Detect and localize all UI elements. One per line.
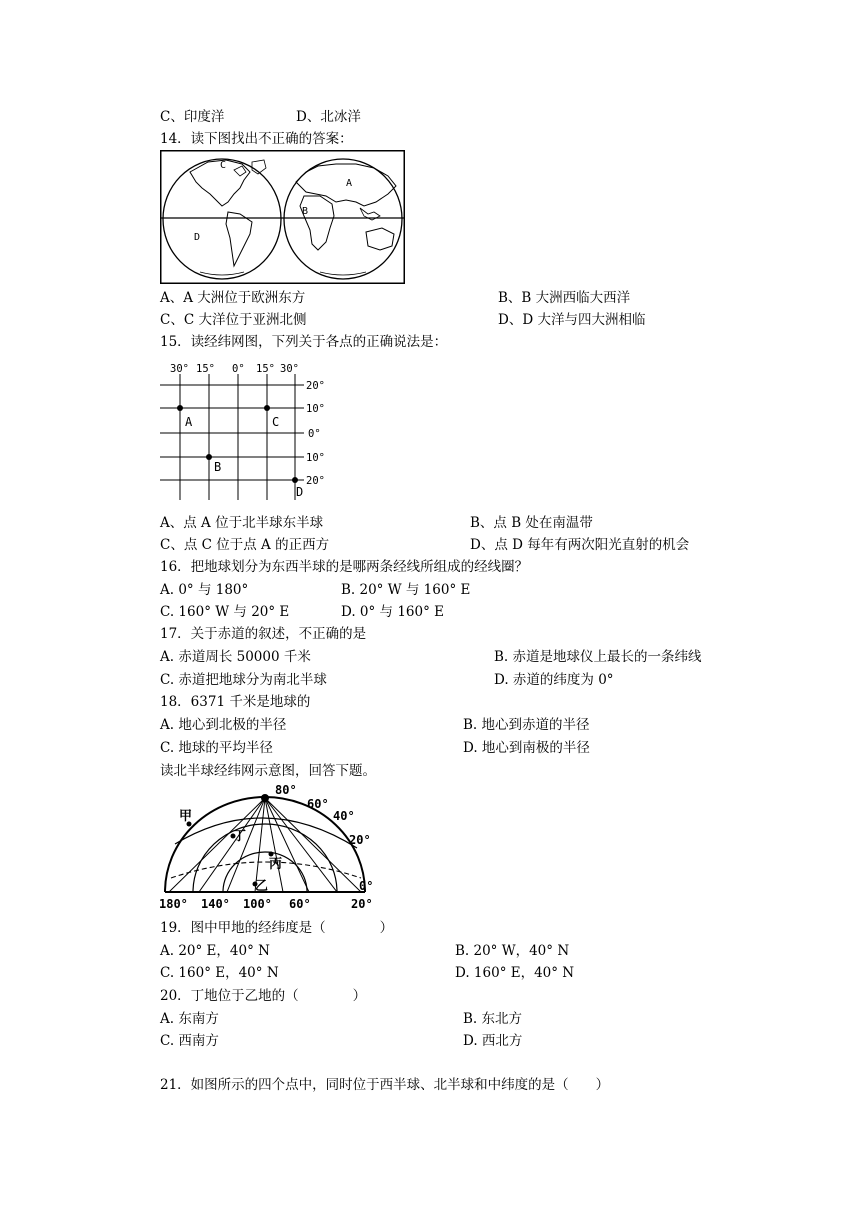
polar-lon-label: 20° bbox=[351, 897, 373, 911]
polar-lat-lon-map bbox=[157, 782, 387, 912]
polar-lon-label: 140° bbox=[201, 897, 230, 911]
point-c-marker bbox=[264, 405, 270, 411]
point-d-marker bbox=[292, 477, 298, 483]
grid-lat-label: 20° bbox=[306, 380, 325, 392]
map-label-c: C bbox=[220, 160, 227, 171]
point-d-label: D bbox=[296, 485, 304, 499]
section-intro: 读北半球经纬网示意图，回答下题。 bbox=[160, 763, 376, 779]
q16-option-b: B. 20° W 与 160° E bbox=[341, 582, 471, 598]
point-b-label: B bbox=[214, 460, 222, 474]
q15-stem: 15．读经纬网图，下列关于各点的正确说法是： bbox=[160, 334, 448, 350]
grid-lon-label: 0° bbox=[232, 363, 245, 375]
point-ding-label: 丁 bbox=[233, 829, 247, 844]
polar-lat-label: 40° bbox=[333, 809, 355, 823]
polar-lon-label: 180° bbox=[159, 897, 188, 911]
grid-lon-label: 30° bbox=[280, 363, 299, 375]
point-jia-label: 甲 bbox=[179, 809, 193, 824]
q14-option-d: D、D 大洋与四大洲相临 bbox=[498, 312, 646, 328]
point-a-marker bbox=[177, 405, 183, 411]
q17-option-c: C. 赤道把地球分为南北半球 bbox=[160, 672, 327, 688]
point-yi-label: 乙 bbox=[255, 879, 269, 894]
q18-option-c: C. 地球的平均半径 bbox=[160, 740, 273, 756]
polar-lat-label: 0° bbox=[359, 879, 374, 893]
map-label-a: A bbox=[346, 178, 353, 189]
q19-option-c: C. 160° E，40° N bbox=[160, 965, 279, 981]
point-a-label: A bbox=[185, 415, 193, 429]
point-bing-label: 丙 bbox=[269, 857, 283, 872]
q15-option-d: D、点 D 每年有两次阳光直射的机会 bbox=[470, 537, 690, 553]
q19-option-b: B. 20° W，40° N bbox=[455, 943, 570, 959]
q18-stem: 18．6371 千米是地球的 bbox=[160, 694, 311, 710]
grid-lat-label: 10° bbox=[306, 452, 325, 464]
q18-option-d: D. 地心到南极的半径 bbox=[463, 740, 590, 756]
grid-lat-label: 10° bbox=[306, 403, 325, 415]
q13-option-c: C、印度洋 bbox=[160, 109, 225, 125]
q15-lat-lon-grid bbox=[156, 358, 336, 502]
q19-stem: 19．图中甲地的经纬度是（ ） bbox=[160, 920, 394, 936]
point-b-marker bbox=[206, 454, 212, 460]
q13-option-d: D、北冰洋 bbox=[296, 109, 361, 125]
grid-lat-label: 0° bbox=[308, 428, 321, 440]
point-c-label: C bbox=[272, 415, 280, 429]
q16-option-d: D. 0° 与 160° E bbox=[341, 604, 445, 620]
grid-lon-label: 15° bbox=[256, 363, 275, 375]
q19-option-d: D. 160° E，40° N bbox=[455, 965, 575, 981]
grid-lon-label: 15° bbox=[196, 363, 215, 375]
map-label-b: B bbox=[302, 206, 309, 217]
q18-option-a: A. 地心到北极的半径 bbox=[160, 717, 287, 733]
q20-option-b: B. 东北方 bbox=[463, 1011, 523, 1027]
q14-stem: 14．读下图找出不正确的答案： bbox=[160, 131, 353, 147]
polar-lon-label: 60° bbox=[289, 897, 311, 911]
q17-option-d: D. 赤道的纬度为 0° bbox=[494, 672, 614, 688]
q20-option-a: A. 东南方 bbox=[160, 1011, 219, 1027]
q20-option-c: C. 西南方 bbox=[160, 1033, 219, 1049]
point-bing-marker bbox=[269, 852, 274, 857]
q15-option-a: A、点 A 位于北半球东半球 bbox=[160, 515, 324, 531]
polar-lat-label: 80° bbox=[275, 783, 297, 797]
grid-lat-label: 20° bbox=[306, 475, 325, 487]
polar-lat-label: 20° bbox=[349, 833, 371, 847]
north-pole-marker bbox=[261, 794, 269, 802]
q18-option-b: B. 地心到赤道的半径 bbox=[463, 717, 590, 733]
q15-option-c: C、点 C 位于点 A 的正西方 bbox=[160, 537, 330, 553]
q14-option-b: B、B 大洲西临大西洋 bbox=[498, 290, 631, 306]
q14-option-a: A、A 大洲位于欧洲东方 bbox=[160, 290, 306, 306]
q21-stem: 21．如图所示的四个点中，同时位于西半球、北半球和中纬度的是（ ） bbox=[160, 1077, 610, 1093]
map-label-d: D bbox=[194, 232, 201, 243]
q19-option-a: A. 20° E，40° N bbox=[160, 943, 270, 959]
grid-lon-label: 30° bbox=[170, 363, 189, 375]
q20-option-d: D. 西北方 bbox=[463, 1033, 523, 1049]
polar-lon-label: 100° bbox=[243, 897, 272, 911]
q16-option-c: C. 160° W 与 20° E bbox=[160, 604, 290, 620]
q16-stem: 16．把地球划分为东西半球的是哪两条经线所组成的经线圈？ bbox=[160, 559, 529, 575]
q17-option-b: B. 赤道是地球仪上最长的一条纬线 bbox=[494, 649, 702, 665]
q14-world-map bbox=[160, 150, 405, 284]
q15-option-b: B、点 B 处在南温带 bbox=[470, 515, 593, 531]
q20-stem: 20．丁地位于乙地的（ ） bbox=[160, 988, 367, 1004]
q14-option-c: C、C 大洋位于亚洲北侧 bbox=[160, 312, 307, 328]
q17-option-a: A. 赤道周长 50000 千米 bbox=[160, 649, 311, 665]
polar-lat-label: 60° bbox=[307, 797, 329, 811]
q16-option-a: A. 0° 与 180° bbox=[160, 582, 249, 598]
q17-stem: 17．关于赤道的叙述，不正确的是 bbox=[160, 626, 367, 642]
